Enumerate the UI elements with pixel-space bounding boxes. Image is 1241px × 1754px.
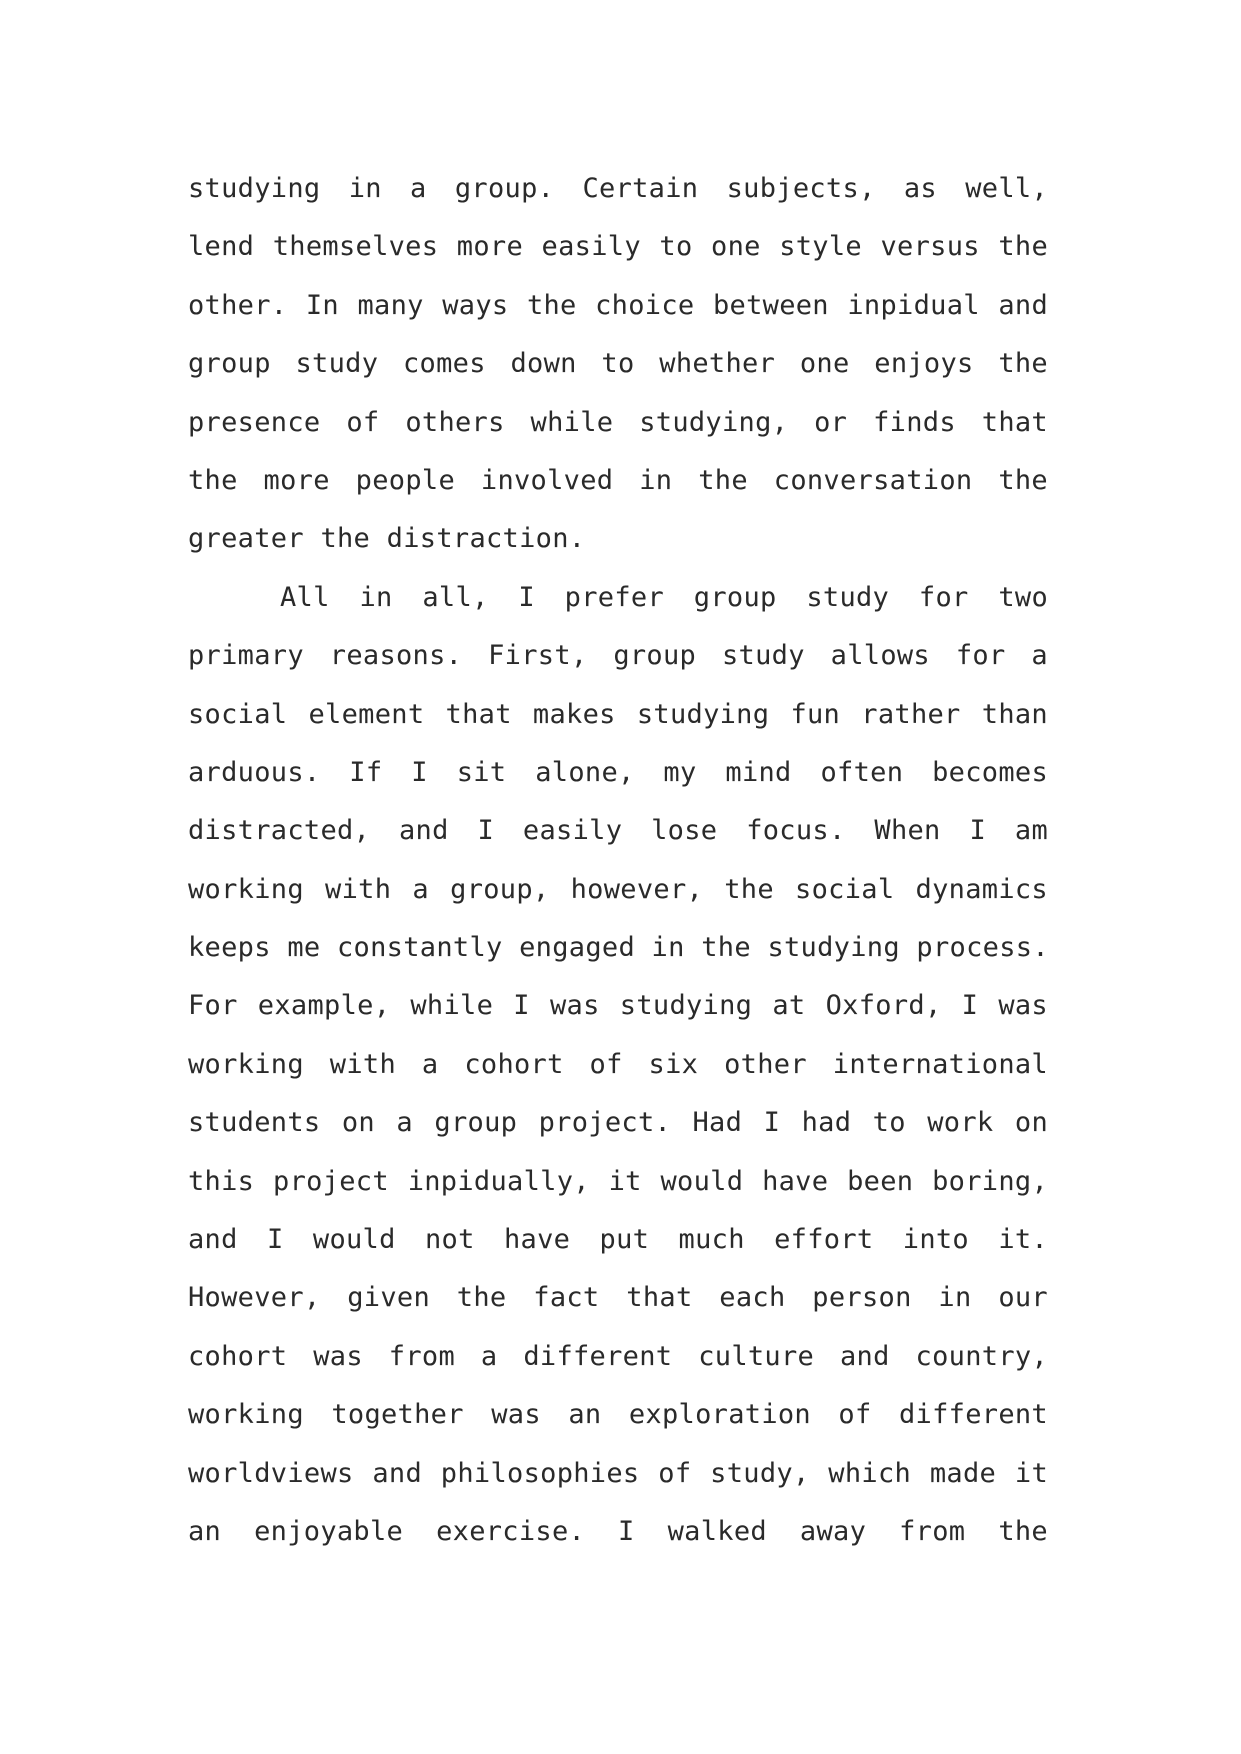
text-line: All in all, I prefer group study for two [280, 581, 1048, 613]
body-text [188, 160, 1048, 1561]
text-line: working with a cohort of six other international [188, 1048, 1048, 1080]
text-line: keeps me constantly engaged in the studying process. [188, 932, 1049, 964]
paragraph-1 [188, 160, 1048, 569]
text-line: group study comes down to whether one enjoys the [188, 348, 1048, 380]
text-line: lend themselves more easily to one style versus the [188, 231, 1048, 263]
text-line: the more people involved in the conversation the [188, 464, 1048, 496]
text-line: However, given the fact that each person in our [188, 1282, 1048, 1314]
text-line: For example, while I was studying at Oxford, I was [188, 990, 1048, 1022]
text-line: working together was an exploration of different [188, 1399, 1048, 1431]
text-line: students on a group project. Had I had to work on [188, 1107, 1048, 1139]
text-line: cohort was from a different culture and country, [188, 1340, 1048, 1372]
text-line: working with a group, however, the social dynamics [188, 873, 1048, 905]
text-line: and I would not have put much effort into it. [188, 1224, 1048, 1256]
text-line: distracted, and I easily lose focus. When I am [188, 815, 1048, 847]
text-line: an enjoyable exercise. I walked away from the [188, 1515, 1048, 1547]
text-line: other. In many ways the choice between inpidual and [188, 289, 1048, 321]
text-line: this project inpidually, it would have been boring, [188, 1165, 1048, 1197]
text-line: studying in a group. Certain subjects, as well, [188, 173, 1048, 204]
text-line: social element that makes studying fun rather than [188, 698, 1048, 730]
text-line: presence of others while studying, or finds that [188, 406, 1048, 438]
text-line: worldviews and philosophies of study, which made it [188, 1457, 1048, 1489]
text-line: arduous. If I sit alone, my mind often becomes [188, 756, 1048, 788]
text-line: greater the distraction. [188, 523, 586, 555]
paragraph-2 [188, 569, 1048, 1562]
text-line: primary reasons. First, group study allows for a [188, 640, 1048, 672]
